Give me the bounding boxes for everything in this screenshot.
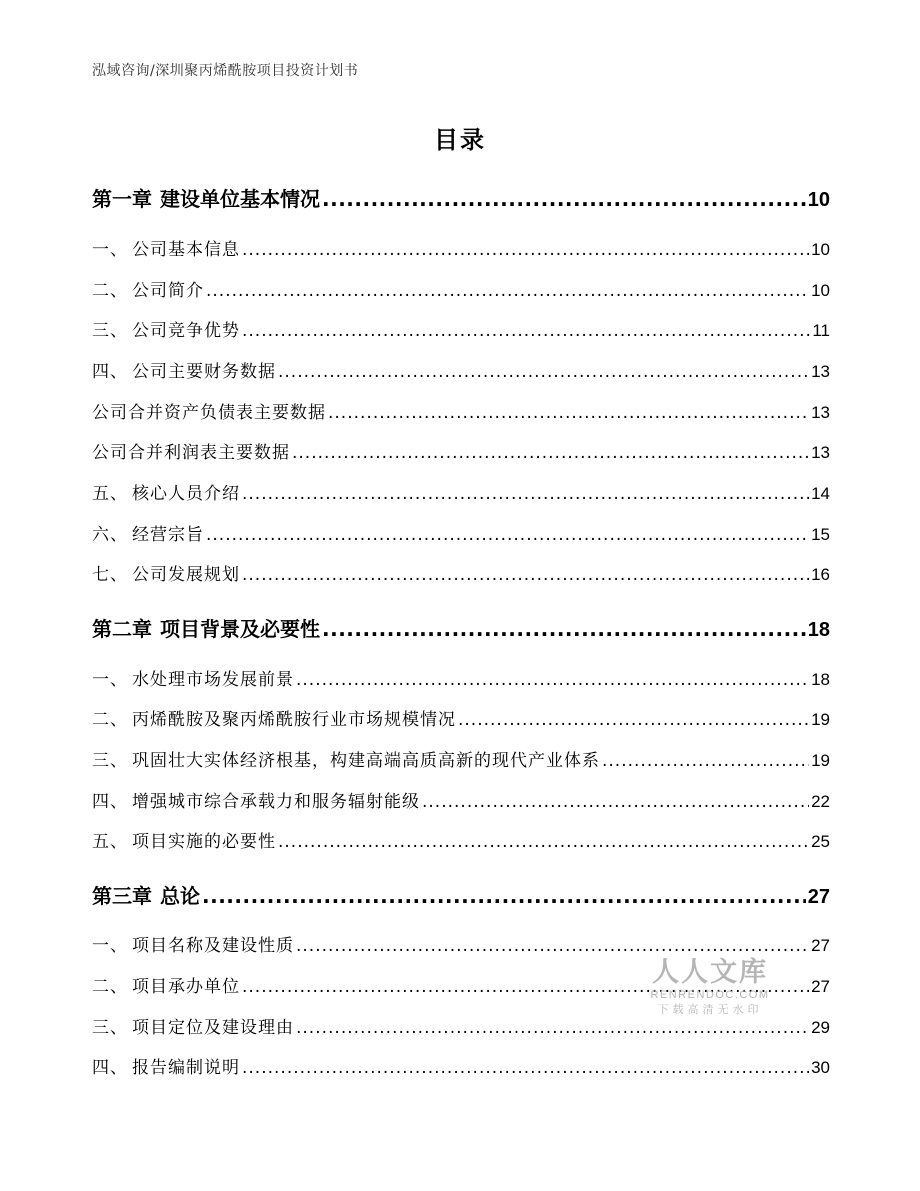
toc-page-number: 25: [811, 832, 830, 851]
toc-entry-title: 公司简介: [132, 281, 204, 301]
toc-page-number: 30: [811, 1058, 830, 1077]
toc-entry-label: [92, 235, 240, 260]
toc-entry-title: 项目定位及建设理由: [132, 1018, 294, 1038]
toc-page-number: 10: [811, 281, 830, 300]
toc-section-entry[interactable]: [92, 746, 830, 771]
toc-entry-label: [92, 438, 290, 463]
dot-leader: [278, 362, 809, 382]
toc-page-number: 10: [811, 240, 830, 259]
toc-entry-title: 总论: [160, 884, 200, 908]
toc-page-number: 18: [811, 670, 830, 689]
toc-entry-number: 七、: [92, 565, 128, 585]
toc-entry-number: 五、: [92, 484, 128, 504]
toc-entry-title: 丙烯酰胺及聚丙烯酰胺行业市场规模情况: [132, 710, 456, 730]
toc-entry-title: 公司主要财务数据: [132, 362, 276, 382]
toc-entry-label: [92, 1013, 294, 1038]
toc-section-entry[interactable]: [92, 276, 830, 301]
toc-page-number: 22: [811, 792, 830, 811]
toc-entry-label: [92, 665, 294, 690]
toc-entry-label: [92, 827, 276, 852]
toc-section-entry[interactable]: [92, 479, 830, 504]
dot-leader: [322, 187, 806, 211]
toc-entry-label: [92, 787, 420, 812]
toc-entry-title: 经营宗旨: [132, 525, 204, 545]
toc-entry-label: [92, 972, 240, 997]
toc-entry-title: 公司基本信息: [132, 240, 240, 260]
toc-entry-title: 项目承办单位: [132, 977, 240, 997]
dot-leader: [602, 751, 809, 771]
toc-section-entry[interactable]: [92, 705, 830, 730]
dot-leader: [242, 240, 809, 260]
toc-entry-number: 二、: [92, 977, 128, 997]
toc-entry-number: 四、: [92, 1058, 128, 1078]
toc-entry-label: [92, 398, 326, 423]
toc-entry-title: 公司竞争优势: [132, 321, 240, 341]
dot-leader: [202, 884, 806, 908]
dot-leader: [458, 710, 809, 730]
toc-entry-number: 六、: [92, 525, 128, 545]
toc-section-entry[interactable]: [92, 398, 830, 423]
dot-leader: [328, 403, 809, 423]
toc-entry-number: 二、: [92, 281, 128, 301]
toc-section-entry[interactable]: [92, 665, 830, 690]
dot-leader: [278, 832, 809, 852]
toc-page-number: 15: [811, 525, 830, 544]
toc-page-number: 10: [807, 189, 830, 211]
toc-entry-title: 核心人员介绍: [132, 484, 240, 504]
toc-entry-number: 二、: [92, 710, 128, 730]
toc-entry-label: [92, 613, 320, 642]
toc-page-number: 29: [811, 1018, 830, 1037]
toc-section-entry[interactable]: [92, 931, 830, 956]
toc-entry-number: 第一章: [92, 187, 152, 211]
toc-entry-label: [92, 705, 456, 730]
toc-page-number: 18: [807, 619, 830, 641]
toc-entry-number: 四、: [92, 792, 128, 812]
watermark-tagline: 下载高清无水印: [657, 1003, 763, 1016]
toc-entry-label: [92, 746, 600, 771]
toc-entry-label: [92, 931, 294, 956]
dot-leader: [206, 525, 809, 545]
toc-page-number: 11: [812, 321, 830, 340]
toc-entry-number: 一、: [92, 936, 128, 956]
toc-page-number: 13: [811, 403, 830, 422]
toc-entry-label: [92, 1053, 240, 1078]
dot-leader: [242, 1058, 809, 1078]
toc-entry-title: 报告编制说明: [132, 1058, 240, 1078]
toc-entry-number: 三、: [92, 321, 128, 341]
toc-entry-label: [92, 276, 204, 301]
toc-section-entry[interactable]: [92, 438, 830, 463]
toc-page-number: 13: [811, 362, 830, 381]
toc-chapter-entry[interactable]: [92, 880, 830, 909]
toc-page-number: 13: [811, 443, 830, 462]
dot-leader: [292, 443, 809, 463]
toc-entry-number: 第二章: [92, 617, 152, 641]
toc-entry-label: [92, 316, 240, 341]
toc-entry-title: 巩固壮大实体经济根基，构建高端高质高新的现代产业体系: [132, 751, 600, 771]
dot-leader: [296, 1018, 809, 1038]
toc-entry-label: [92, 183, 320, 212]
toc-section-entry[interactable]: [92, 235, 830, 260]
toc-page-number: 27: [811, 977, 830, 996]
toc-section-entry[interactable]: [92, 787, 830, 812]
toc-entry-number: 五、: [92, 832, 128, 852]
toc-section-entry[interactable]: [92, 1053, 830, 1078]
watermark-domain: RENRENDOC.COM: [650, 989, 770, 1001]
toc-entry-number: 四、: [92, 362, 128, 382]
toc-section-entry[interactable]: [92, 357, 830, 382]
watermark-logo: [645, 958, 775, 1018]
watermark-name: 人人文库: [652, 957, 768, 988]
dot-leader: [242, 565, 809, 585]
toc-entry-title: 建设单位基本情况: [160, 187, 320, 211]
dot-leader: [242, 484, 809, 504]
toc-entry-title: 项目名称及建设性质: [132, 936, 294, 956]
toc-section-entry[interactable]: [92, 827, 830, 852]
toc-chapter-entry[interactable]: [92, 183, 830, 212]
toc-entry-label: [92, 357, 276, 382]
toc-entry-label: [92, 479, 240, 504]
toc-entry-title: 项目实施的必要性: [132, 832, 276, 852]
toc-entry-title: 公司合并资产负债表主要数据: [92, 403, 326, 423]
toc-entry-number: 一、: [92, 240, 128, 260]
dot-leader: [422, 792, 809, 812]
toc-entry-title: 公司发展规划: [132, 565, 240, 585]
toc-entry-number: 第三章: [92, 884, 152, 908]
toc-section-entry[interactable]: [92, 520, 830, 545]
dot-leader: [296, 670, 809, 690]
dot-leader: [206, 281, 809, 301]
toc-entry-label: [92, 560, 240, 585]
dot-leader: [242, 321, 810, 341]
toc-entry-number: 三、: [92, 751, 128, 771]
toc-chapter-entry[interactable]: [92, 613, 830, 642]
toc-page-number: 16: [811, 565, 830, 584]
toc-section-entry[interactable]: [92, 560, 830, 585]
toc-entry-title: 水处理市场发展前景: [132, 670, 294, 690]
dot-leader: [322, 617, 806, 641]
toc-page-number: 14: [811, 484, 830, 503]
toc-page-number: 19: [811, 751, 830, 770]
toc-page-number: 27: [811, 936, 830, 955]
toc-title: 目录: [434, 126, 486, 154]
toc-entry-title: 公司合并利润表主要数据: [92, 443, 290, 463]
toc-entry-label: [92, 520, 204, 545]
toc-entry-number: 一、: [92, 670, 128, 690]
page-header: 泓域咨询/深圳聚丙烯酰胺项目投资计划书: [92, 63, 359, 79]
dot-leader: [296, 936, 809, 956]
toc-page-number: 27: [807, 886, 830, 908]
toc-section-entry[interactable]: [92, 316, 830, 341]
toc-entry-title: 增强城市综合承载力和服务辐射能级: [132, 792, 420, 812]
toc-page-number: 19: [811, 710, 830, 729]
toc-entry-title: 项目背景及必要性: [160, 617, 320, 641]
toc-entry-label: [92, 880, 200, 909]
toc-entry-number: 三、: [92, 1018, 128, 1038]
